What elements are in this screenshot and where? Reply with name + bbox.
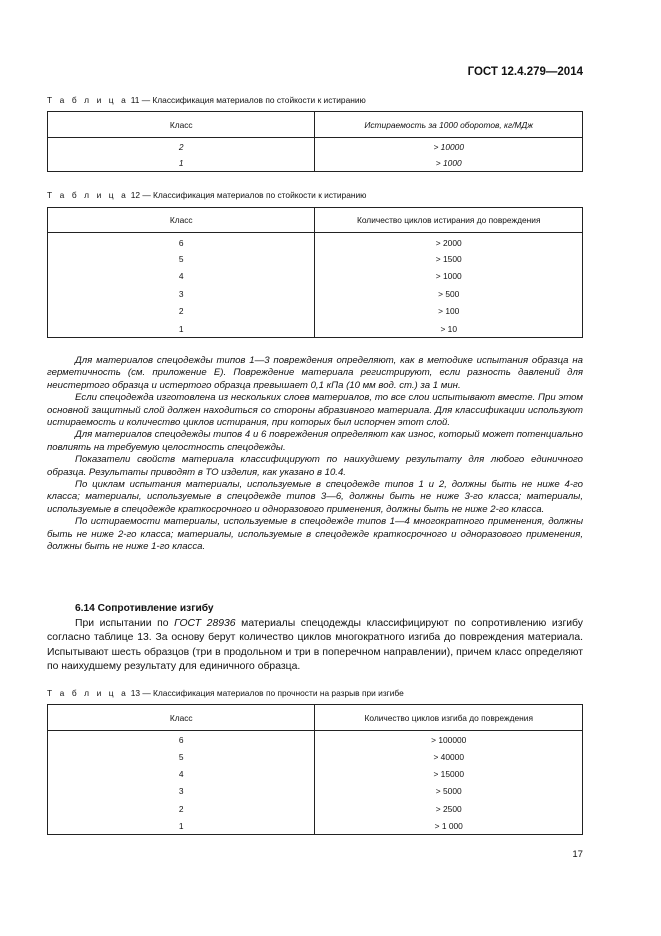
table-cell: > 1500 xyxy=(315,250,583,268)
paragraph: По истираемости материалы, используемые в спецодежде типов 1—4 многократного применения, должны быть не ниже 2-го класса; материалы, используемые в спецодежде краткосрочного и одноразового применения, должны быть не ниже 1-го класса. xyxy=(47,516,583,553)
table-label: Т а б л и ц а xyxy=(47,95,129,105)
paragraph-text: При испытании по xyxy=(75,618,175,629)
table-row xyxy=(48,800,583,817)
table-cell: > 2000 xyxy=(315,233,583,251)
table11 xyxy=(47,111,583,172)
column-header: Класс xyxy=(48,705,315,731)
table-cell: 4 xyxy=(48,765,315,782)
column-header: Истираемость за 1000 оборотов, кг/МДж xyxy=(315,112,583,138)
table-cell: 2 xyxy=(48,800,315,817)
table-cell: 4 xyxy=(48,268,315,286)
table-cell: > 40000 xyxy=(315,748,583,765)
paragraph xyxy=(47,617,583,674)
table-cell: 2 xyxy=(48,138,315,155)
document-header: ГОСТ 12.4.279—2014 xyxy=(467,66,583,78)
table-row xyxy=(48,233,583,251)
table-cell: 2 xyxy=(48,303,315,321)
table-cell: 6 xyxy=(48,233,315,251)
table12-caption xyxy=(47,190,366,200)
table-cell: > 1000 xyxy=(315,155,583,172)
standard-reference: ГОСТ 28936 xyxy=(174,618,236,629)
table-header-row xyxy=(48,112,583,138)
table-row xyxy=(48,285,583,303)
table-label: Т а б л и ц а xyxy=(47,190,129,200)
table-cell: 6 xyxy=(48,731,315,748)
table-row xyxy=(48,765,583,782)
paragraph: Показатели свойств материала классифицируют по наихудшему результату для любого единичного образца. Результаты приводят в ТО изделия, как указано в 10.4. xyxy=(47,454,583,478)
table-cell: > 1000 xyxy=(315,268,583,286)
column-header: Количество циклов изгиба до повреждения xyxy=(315,705,583,731)
table-cell: > 500 xyxy=(315,285,583,303)
table-cell: > 1 000 xyxy=(315,817,583,834)
table-cell: 3 xyxy=(48,285,315,303)
table-cell: 5 xyxy=(48,748,315,765)
table-cell: 1 xyxy=(48,155,315,172)
table-cell: > 100000 xyxy=(315,731,583,748)
section-body xyxy=(47,617,583,674)
table-cell: > 100 xyxy=(315,303,583,321)
table-cell: 1 xyxy=(48,817,315,834)
table-cell: > 5000 xyxy=(315,783,583,800)
column-header: Класс xyxy=(48,112,315,138)
table-cell: > 10000 xyxy=(315,138,583,155)
paragraph: Для материалов спецодежды типов 1—3 повреждения определяют, как в методике испытания образца на герметичность (см. приложение Е). Повреждение материала регистрируют, если разность давлений для неистертого образца и истертого образца превышает 0,1 кПа (10 мм вод. ст.) за 1 мин. xyxy=(47,355,583,391)
table-label: Т а б л и ц а xyxy=(47,688,129,698)
table12 xyxy=(47,207,583,338)
body-paragraphs xyxy=(47,355,583,554)
table-cell: 3 xyxy=(48,783,315,800)
table-row xyxy=(48,138,583,155)
table-row xyxy=(48,731,583,748)
table-cell: > 2500 xyxy=(315,800,583,817)
table-caption-text: 11 — Классификация материалов по стойкости к истиранию xyxy=(130,95,366,105)
table-caption-text: 12 — Классификация материалов по стойкости к истиранию xyxy=(130,190,367,200)
table-row xyxy=(48,748,583,765)
table-row xyxy=(48,303,583,321)
column-header: Класс xyxy=(48,208,315,233)
table13-caption xyxy=(47,688,404,698)
table-cell: 1 xyxy=(48,320,315,338)
page-number: 17 xyxy=(572,849,583,860)
column-header: Количество циклов истирания до повреждения xyxy=(315,208,583,233)
table-cell: > 15000 xyxy=(315,765,583,782)
table11-caption xyxy=(47,95,366,105)
table13 xyxy=(47,704,583,835)
table-row xyxy=(48,250,583,268)
paragraph-text: материалы спецодежды классифицируют по сопротивлению изгибу согласно таблице 13. За основу берут количество циклов многократного изгиба до повреждения материала. Испытывают шесть образцов (три в продольном и три в поперечном направлении), причем класс определяют по наихудшему результату для единичного образца. xyxy=(47,618,583,672)
table-header-row xyxy=(48,705,583,731)
paragraph: Для материалов спецодежды типов 4 и 6 повреждения определяют как износ, который может потенциально повлиять на требуемую целостность спецодежды. xyxy=(47,429,583,453)
table-cell: 5 xyxy=(48,250,315,268)
table-row xyxy=(48,268,583,286)
table-row xyxy=(48,783,583,800)
paragraph: По циклам испытания материалы, используемые в спецодежде типов 1 и 2, должны быть не ниже 4-го класса; материалы, используемые в спецодежде типов 3—6, должны быть не ниже 3-го класса; материалы, используемые в спецодежде краткосрочного и одноразового применения, должны быть не ниже 2-го класса. xyxy=(47,479,583,515)
paragraph: Если спецодежда изготовлена из нескольких слоев материалов, то все слои испытывают вместе. При этом основной защитный слой должен находиться со стороны абразивного материала. Для классификации используют истираемость и количество циклов истирания, при которых был испорчен этот слой. xyxy=(47,392,583,429)
table-row xyxy=(48,155,583,172)
table-caption-text: 13 — Классификация материалов по прочности на разрыв при изгибе xyxy=(130,688,404,698)
table-header-row xyxy=(48,208,583,233)
table-cell: > 10 xyxy=(315,320,583,338)
section-heading: 6.14 Сопротивление изгибу xyxy=(75,603,214,614)
table-row xyxy=(48,320,583,338)
table-row xyxy=(48,817,583,834)
